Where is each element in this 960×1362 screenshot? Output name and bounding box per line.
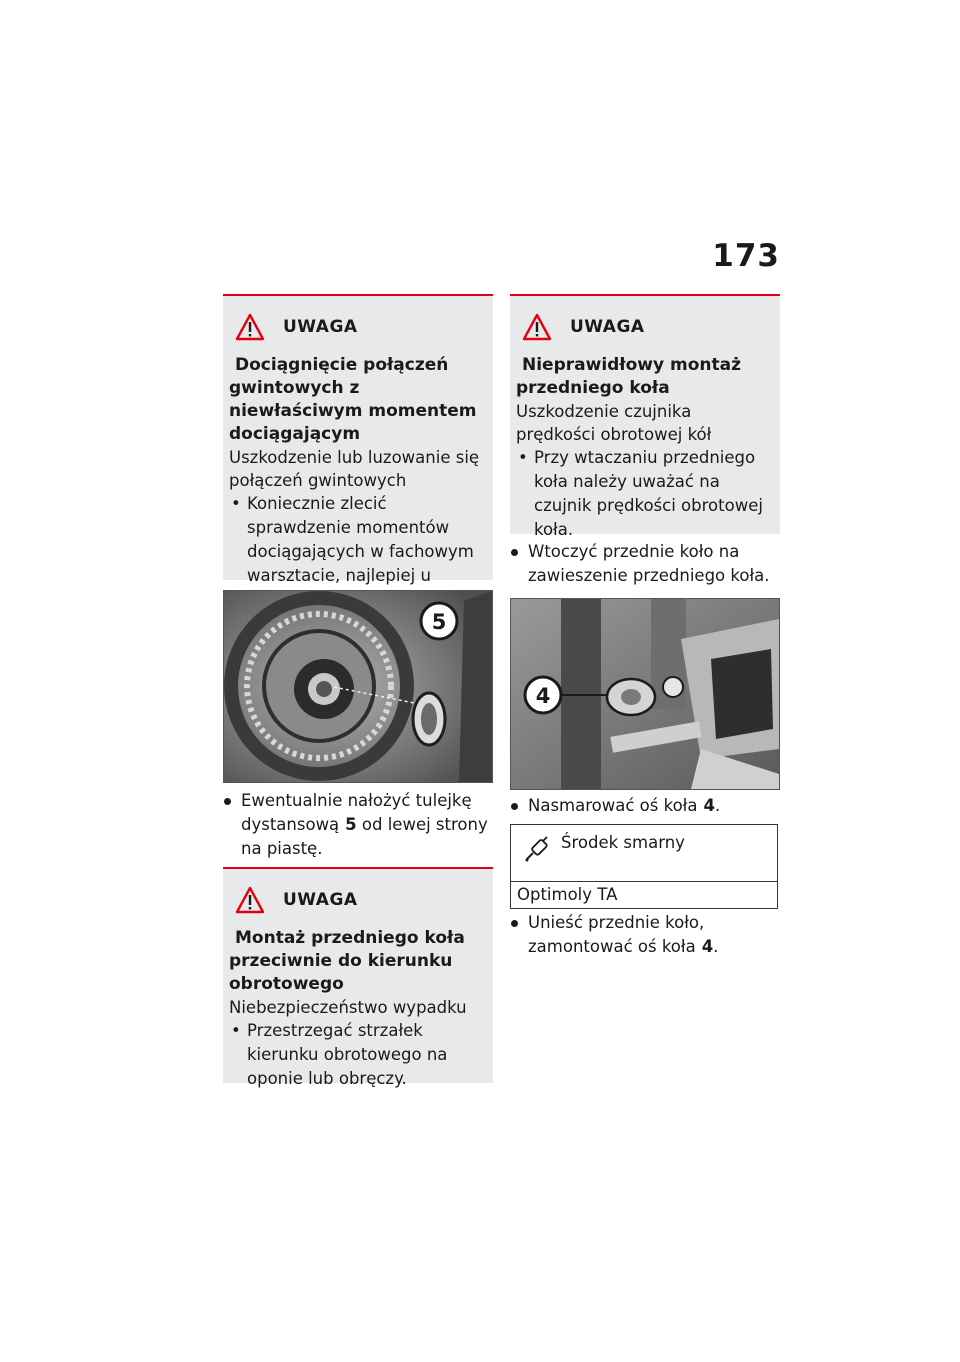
lubricant-header: [511, 825, 777, 882]
step-text: Unieść przednie koło, zamontować oś koła: [528, 913, 705, 956]
lubricant-value: Optimoly TA: [517, 885, 618, 904]
warning-triangle-icon: [522, 313, 552, 341]
warning-action-item: • Koniecznie zlecić sprawdzenie momentów dociągających w fachowym warsztacie, najlepiej u: [229, 492, 487, 612]
warning-description: Niebezpieczeństwo wypadku: [229, 998, 467, 1017]
step-text-after: .: [713, 937, 719, 956]
warning-triangle-icon: [235, 313, 265, 341]
step-reference: 4: [701, 937, 714, 956]
instruction-step: Wtoczyć przednie koło na zawieszenie przedniego koła.: [510, 540, 780, 588]
callout-number: 4: [535, 684, 551, 708]
warning-label: UWAGA: [283, 317, 358, 337]
lubricant-table: [510, 824, 778, 909]
instruction-step: [510, 794, 780, 818]
instruction-step: [223, 789, 493, 861]
grease-gun-icon: [523, 835, 551, 863]
photo-axle-insert: [510, 598, 780, 790]
warning-box: [510, 294, 780, 539]
warning-header: [235, 883, 487, 917]
warning-action-item: • Przy wtaczaniu przedniego koła należy uważać na czujnik prędkości obrotowej koła.: [516, 446, 774, 542]
step-text-after: .: [714, 796, 721, 815]
warning-description: Uszkodzenie czujnika prędkości obrotowej kół: [516, 402, 712, 444]
right-column: [510, 294, 780, 959]
warning-label: UWAGA: [570, 317, 645, 337]
step-text-after: od lewej strony na piastę.: [241, 815, 488, 858]
warning-description: Uszkodzenie lub luzowanie się połączeń gwintowych: [229, 448, 480, 490]
warning-actions: [516, 446, 774, 542]
warning-box: [223, 867, 493, 1088]
page-number: 173: [712, 238, 780, 274]
warning-triangle-icon: [235, 886, 265, 914]
step-spacer: [223, 789, 493, 861]
instruction-step: [510, 911, 780, 959]
warning-title: Dociągnięcie połączeń gwintowych z niewłaściwym momentem dociągającym: [229, 355, 477, 444]
step-reference: 4: [703, 796, 715, 815]
step-spacer: [510, 794, 780, 818]
warning-action-item: • Przestrzegać strzałek kierunku obrotowego na oponie lub obręczy.: [229, 1019, 487, 1091]
step-text: Ewentualnie nałożyć tulejkę dystansową: [241, 791, 472, 834]
left-column: [223, 294, 493, 1088]
step-spacer: [510, 911, 780, 959]
step-text: Nasmarować oś koła: [528, 796, 698, 815]
photo-wheel-hub-spacer: [223, 590, 493, 783]
callout-number: 5: [431, 610, 447, 634]
warning-header: [522, 310, 774, 344]
axle-illustration: [511, 599, 779, 789]
warning-title: Nieprawidłowy montaż przedniego koła: [516, 355, 741, 398]
warning-actions: [229, 1019, 487, 1091]
lubricant-label: Środek smarny: [561, 833, 685, 852]
warning-box: [223, 294, 493, 585]
hub-illustration: [224, 591, 492, 782]
warning-header: [235, 310, 487, 344]
step-spacer: [510, 540, 780, 588]
warning-label: UWAGA: [283, 890, 358, 910]
step-reference: 5: [345, 815, 357, 834]
warning-title: Montaż przedniego koła przeciwnie do kierunku obrotowego: [229, 928, 465, 994]
